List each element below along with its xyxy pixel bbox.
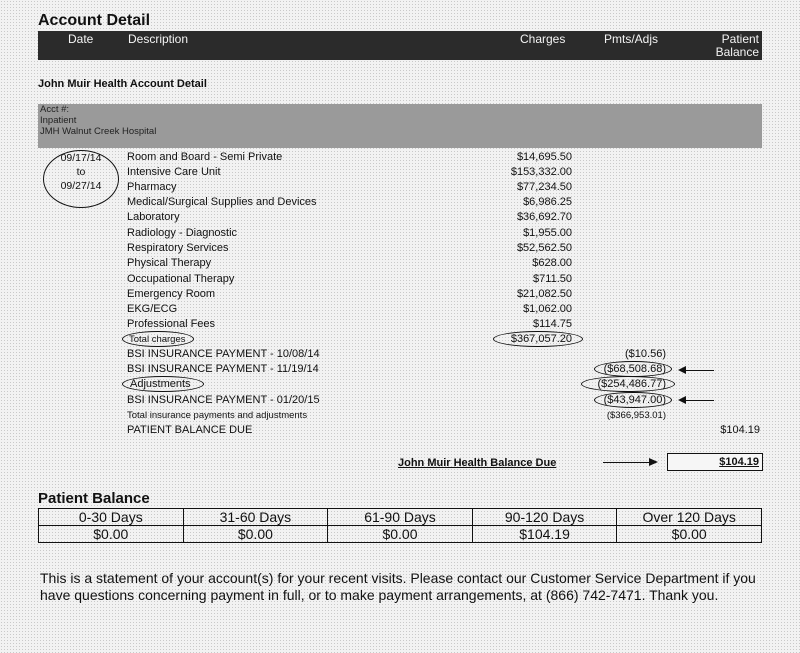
charge-amount: $6,986.25 (523, 196, 572, 208)
service-date-to: 09/27/14 (60, 180, 102, 192)
charge-desc: Occupational Therapy (127, 273, 235, 285)
payment-desc: BSI INSURANCE PAYMENT - 10/08/14 (127, 348, 320, 360)
charge-amount: $14,695.50 (516, 151, 572, 163)
total-charges-label: Total charges (129, 334, 186, 345)
charge-amount: $1,062.00 (523, 303, 572, 315)
charge-desc: Emergency Room (127, 288, 216, 300)
column-header-bar (38, 31, 762, 60)
charge-amount: $153,332.00 (510, 166, 572, 178)
balance-due-label: John Muir Health Balance Due (398, 457, 557, 469)
payment-amount: ($10.56) (625, 348, 666, 360)
charge-desc: Room and Board - Semi Private (127, 151, 283, 163)
aging-amount-row (39, 526, 762, 543)
payment-amount: ($43,947.00) (603, 394, 666, 406)
balance-due-amount: $104.19 (719, 456, 759, 468)
aging-bucket-amount: $0.00 (617, 526, 762, 543)
service-date-range (43, 150, 119, 208)
aging-bucket-label: 0-30 Days (39, 509, 184, 526)
aging-table (38, 508, 762, 543)
charge-desc: Physical Therapy (127, 257, 212, 269)
facility-name: JMH Walnut Creek Hospital (40, 126, 157, 137)
charge-amount: $1,955.00 (523, 227, 572, 239)
patient-balance-due-label: PATIENT BALANCE DUE (127, 424, 253, 436)
aging-header-row (39, 509, 762, 526)
charge-desc: Radiology - Diagnostic (127, 227, 238, 239)
charge-amount: $36,692.70 (516, 211, 572, 223)
charge-amount: $114.75 (533, 318, 572, 330)
aging-bucket-amount: $0.00 (39, 526, 184, 543)
header-patient-balance-1: Patient (721, 32, 759, 46)
charge-desc: Laboratory (127, 211, 180, 223)
payment-amount: ($68,508.68) (603, 363, 666, 375)
total-payments-amount: ($366,953.01) (606, 410, 666, 421)
left-arrow-icon (684, 370, 714, 371)
charge-desc: Professional Fees (127, 318, 216, 330)
account-number: Acct #: (40, 104, 70, 115)
payment-amount: ($254,486.77) (597, 378, 666, 390)
charge-desc: Intensive Care Unit (127, 166, 221, 178)
patient-balance-title: Patient Balance (38, 490, 150, 507)
left-arrow-icon (684, 400, 714, 401)
charge-amount: $628.00 (532, 257, 572, 269)
charge-desc: Medical/Surgical Supplies and Devices (127, 196, 317, 208)
charge-desc: Pharmacy (127, 181, 177, 193)
aging-bucket-amount: $104.19 (472, 526, 617, 543)
header-pmts-adjs: Pmts/Adjs (604, 32, 659, 46)
page-title: Account Detail (38, 12, 151, 29)
payment-desc: BSI INSURANCE PAYMENT - 11/19/14 (127, 363, 319, 375)
aging-bucket-amount: $0.00 (328, 526, 473, 543)
charge-desc: EKG/ECG (127, 303, 178, 315)
charge-amount: $52,562.50 (516, 242, 572, 254)
header-description: Description (128, 32, 189, 46)
total-charges-amount: $367,057.20 (510, 333, 572, 345)
aging-bucket-label: Over 120 Days (617, 509, 762, 526)
right-arrow-icon (603, 462, 651, 463)
charge-amount: $21,082.50 (516, 288, 572, 300)
payment-desc: BSI INSURANCE PAYMENT - 01/20/15 (127, 394, 320, 406)
aging-bucket-label: 61-90 Days (328, 509, 473, 526)
aging-bucket-amount: $0.00 (183, 526, 328, 543)
header-patient-balance-2: Balance (715, 45, 759, 59)
aging-bucket-label: 31-60 Days (183, 509, 328, 526)
account-detail-subtitle: John Muir Health Account Detail (38, 78, 207, 90)
service-date-to-word: to (76, 166, 86, 178)
payment-desc: Adjustments (130, 378, 191, 390)
patient-balance-due-amount: $104.19 (720, 424, 760, 436)
charge-desc: Respiratory Services (127, 242, 229, 254)
service-date-from: 09/17/14 (60, 152, 102, 164)
header-date: Date (68, 32, 94, 46)
charge-amount: $77,234.50 (516, 181, 572, 193)
statement-footer-text: This is a statement of your account(s) for your recent visits. Please contact our Customer Service Department if you have questions concerning payment in full, or to make payment arrangements, at (866) 742-7471. Thank you. (40, 570, 756, 603)
balance-due-box (667, 453, 763, 471)
visit-type: Inpatient (40, 115, 77, 126)
aging-bucket-label: 90-120 Days (472, 509, 617, 526)
account-info-band (38, 104, 762, 148)
charge-amount: $711.50 (533, 273, 572, 285)
total-payments-label: Total insurance payments and adjustments (127, 410, 308, 421)
header-charges: Charges (520, 32, 566, 46)
